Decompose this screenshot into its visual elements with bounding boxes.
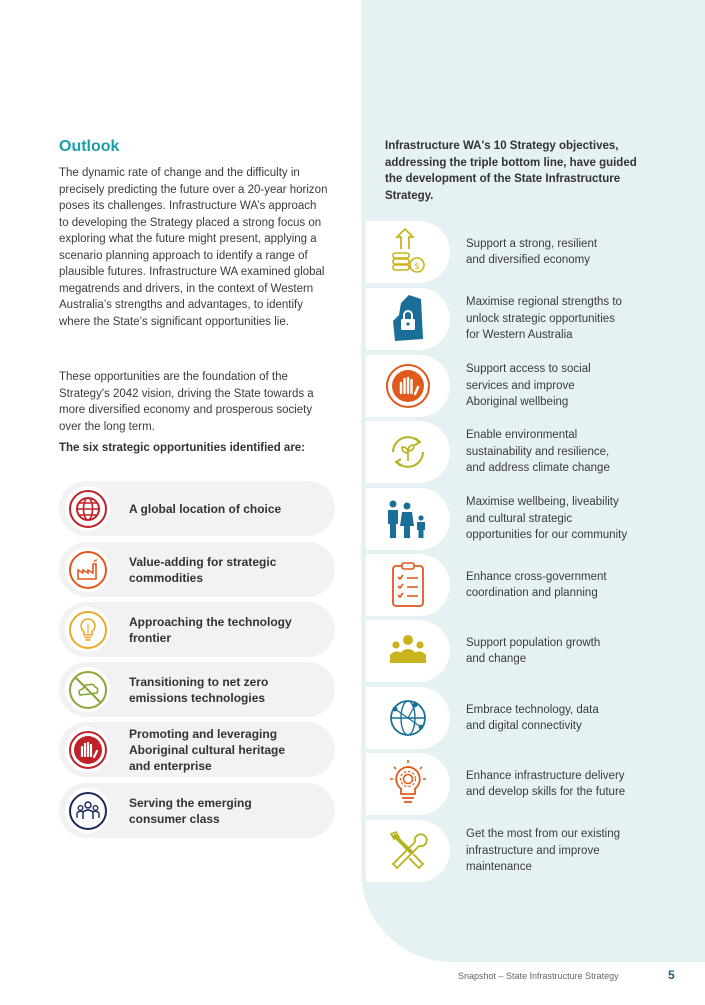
objective-item [366, 488, 705, 550]
opportunity-item [59, 722, 335, 777]
sustainability-cycle-icon [366, 421, 450, 483]
objective-item [366, 820, 705, 882]
people-group-icon [65, 788, 110, 833]
opportunity-label: Value-adding for strategic commodities [129, 554, 277, 585]
outlook-heading: Outlook [59, 138, 120, 155]
objective-item [366, 687, 705, 749]
opportunity-item [59, 602, 335, 657]
innovation-bulb-icon [366, 753, 450, 815]
outlook-paragraph-1: The dynamic rate of change and the difficulty in precisely predicting the future over a 20-year horizon poses its challenges. Infrastructure WA’s approach to developing the Strategy placed a strong focus on exploring what the future might present, applying a scenario planning approach to identify a range of plausible futures. Infrastructure WA examined global megatrends and drivers, in the context of Western Australia’s strengths and advantages, to identify where the State’s significant opportunities lie. [59, 167, 328, 328]
objectives-intro: Infrastructure WA's 10 Strategy objectives, addressing the triple bottom line, have guided the development of the State Infrastructure Strategy. [385, 140, 637, 202]
globe-icon [65, 486, 110, 531]
objective-item [366, 753, 705, 815]
family-icon [366, 488, 450, 550]
objective-item [366, 288, 705, 350]
opportunity-item [59, 783, 335, 838]
objective-item [366, 355, 705, 417]
objective-text: Enhance infrastructure delivery and develop skills for the future [466, 769, 626, 798]
outlook-paragraph-2: These opportunities are the foundation of the Strategy's 2042 vision, driving the State towards a more diversified economy and prosperous society over the long term. [59, 371, 314, 433]
objective-item [366, 221, 705, 283]
objective-text: Enhance cross-government coordination and planning [466, 570, 607, 599]
opportunity-item [59, 481, 335, 536]
wa-map-lock-icon [366, 288, 450, 350]
objective-text: Support population growth and change [466, 636, 601, 665]
objective-text: Embrace technology, data and digital connectivity [466, 703, 599, 732]
objective-item [366, 421, 705, 483]
objective-item [366, 620, 705, 682]
svg-text:$: $ [414, 262, 420, 272]
objective-text: Support a strong, resilient and diversified economy [466, 237, 598, 266]
objective-text: Maximise regional strengths to unlock strategic opportunities for Western Australia [466, 296, 622, 342]
opportunities-lead: The six strategic opportunities identified are: [59, 442, 306, 454]
footer-title: Snapshot – State Infrastructure Strategy [458, 971, 619, 981]
objective-text: Support access to social services and improve Aboriginal wellbeing [466, 363, 591, 409]
aboriginal-hand-icon [65, 727, 110, 772]
objective-text: Enable environmental sustainability and resilience, and address climate change [466, 429, 610, 475]
objective-item [366, 554, 705, 616]
tools-icon [366, 820, 450, 882]
objective-text: Maximise wellbeing, liveability and cultural strategic opportunities for our community [466, 496, 628, 542]
network-globe-icon [366, 687, 450, 749]
opportunity-label: Approaching the technology frontier [129, 614, 292, 645]
opportunity-label: A global location of choice [129, 501, 282, 516]
lightbulb-icon [65, 607, 110, 652]
page-number: 5 [668, 968, 675, 982]
population-icon [366, 620, 450, 682]
opportunity-label: Promoting and leveraging Aboriginal cultural heritage and enterprise [129, 726, 286, 773]
economy-growth-icon [366, 221, 450, 283]
opportunity-label: Serving the emerging consumer class [129, 795, 252, 826]
objective-text: Get the most from our existing infrastructure and improve maintenance [466, 828, 621, 874]
opportunity-label: Transitioning to net zero emissions technologies [129, 674, 269, 705]
factory-icon [65, 547, 110, 592]
no-emissions-icon [65, 667, 110, 712]
aboriginal-hand-icon [366, 355, 450, 417]
opportunity-item [59, 662, 335, 717]
checklist-icon [366, 554, 450, 616]
opportunity-item [59, 542, 335, 597]
